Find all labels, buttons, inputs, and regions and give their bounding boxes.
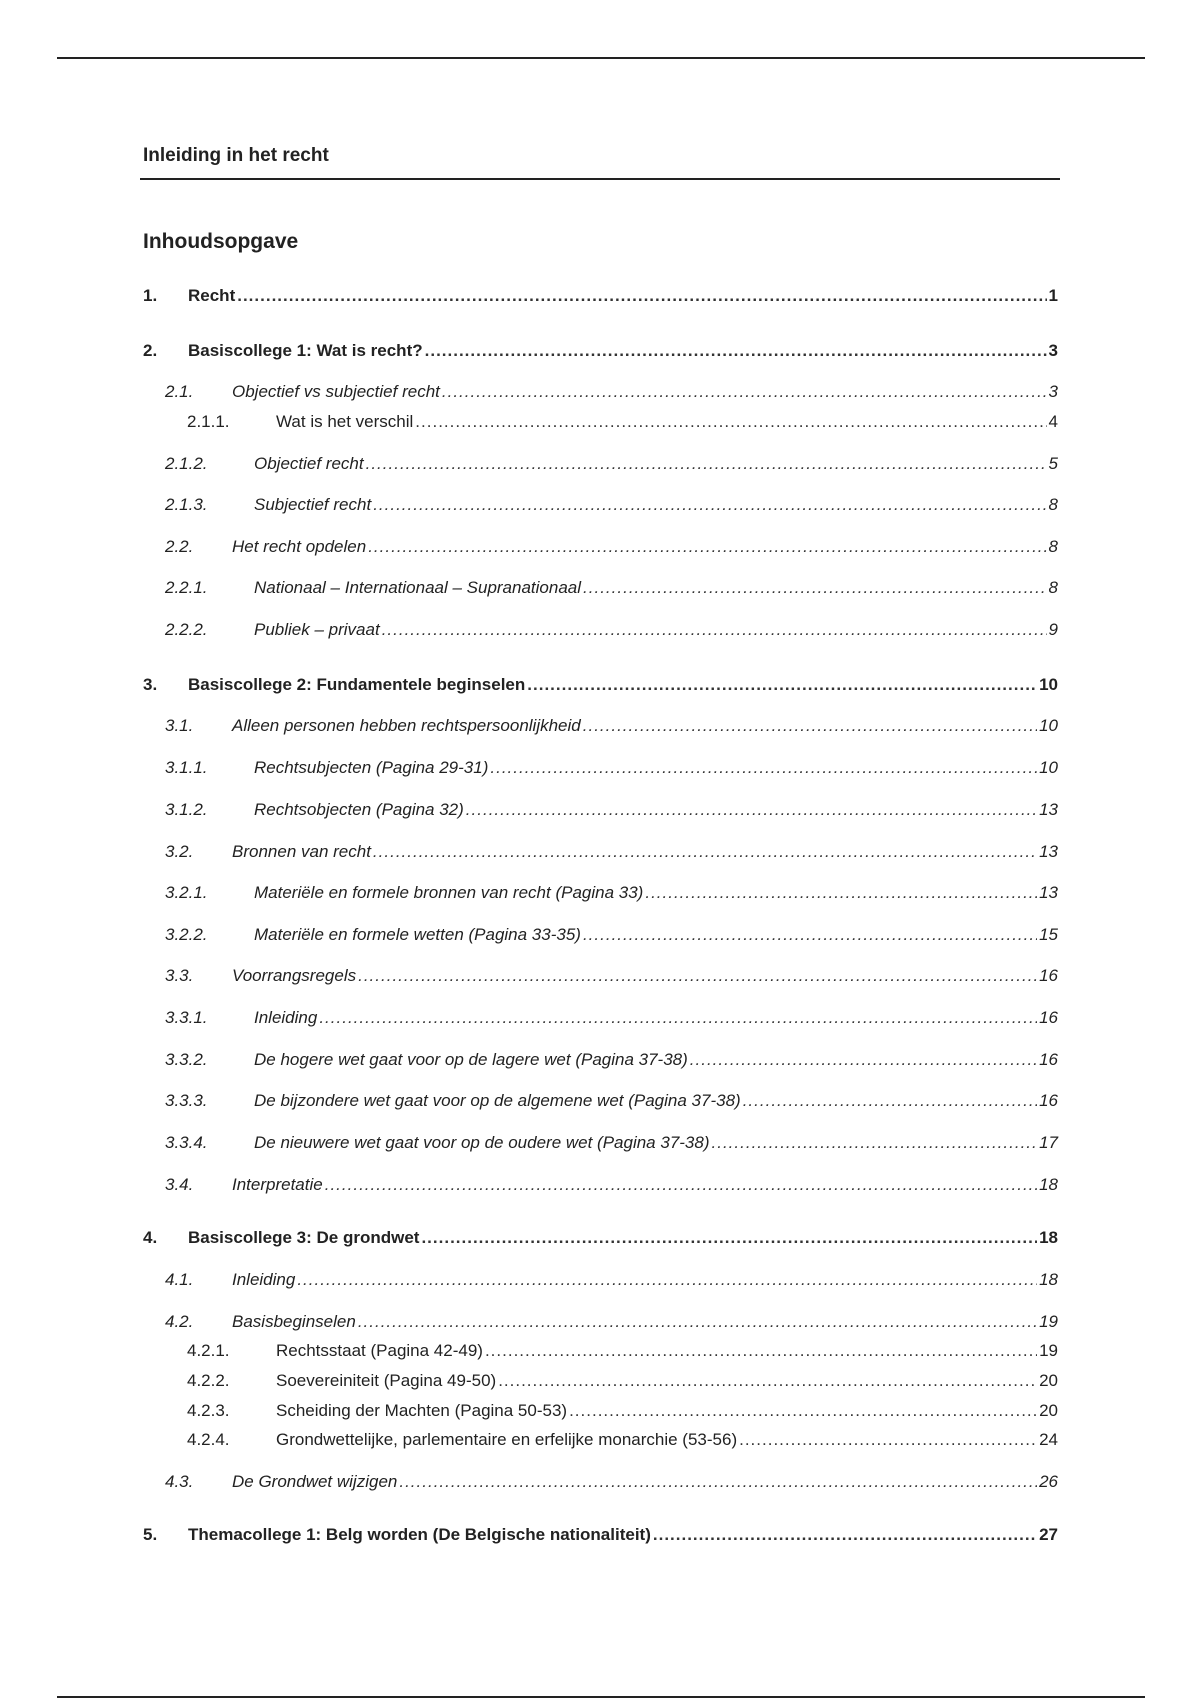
toc-entry-number: 2.2.1. (165, 578, 208, 597)
toc-entry-number: 4.2.4. (187, 1430, 230, 1449)
toc-entry-page: 18 (1039, 1228, 1058, 1247)
toc-entry-title: De Grondwet wijzigen (232, 1472, 398, 1491)
dot-leader (297, 1268, 1037, 1292)
toc-entry-4-2-2[interactable] (187, 1369, 1058, 1393)
dot-leader (743, 1089, 1037, 1113)
toc-entry-number: 4.1. (165, 1270, 194, 1289)
dot-leader (358, 1310, 1037, 1334)
toc-entry-number: 2.1.3. (165, 495, 208, 514)
toc-entry-number: 3.3.3. (165, 1091, 208, 1110)
toc-entry-page: 8 (1048, 495, 1058, 514)
toc-entry-number: 3.4. (165, 1175, 194, 1194)
toc-entry-title: Objectief recht (254, 454, 364, 473)
toc-entry-number: 4.2. (165, 1312, 194, 1331)
toc-entry-4-2-1[interactable] (187, 1339, 1058, 1363)
toc-entry-number: 3.3.1. (165, 1008, 208, 1027)
dot-leader (490, 756, 1037, 780)
toc-heading: Inhoudsopgave (143, 230, 299, 253)
toc-entry-number: 3.3.4. (165, 1133, 208, 1152)
toc-entry-page: 15 (1039, 925, 1058, 944)
toc-entry-title: Publiek – privaat (254, 620, 380, 639)
dot-leader (712, 1131, 1038, 1155)
toc-entry-title: Interpretatie (232, 1175, 323, 1194)
toc-entry-3-1[interactable] (165, 714, 1058, 738)
toc-entry-title: Subjectief recht (254, 495, 372, 514)
toc-entry-page: 16 (1039, 1091, 1058, 1110)
toc-entry-page: 13 (1039, 883, 1058, 902)
toc-entry-2-2-1[interactable] (165, 576, 1058, 600)
toc-entry-title: Alleen personen hebben rechtspersoonlijkheid (232, 716, 581, 735)
toc-entry-3-2-2[interactable] (165, 923, 1058, 947)
toc-entry-page: 3 (1048, 382, 1058, 401)
dot-leader (442, 380, 1047, 404)
toc-entry-number: 3.3.2. (165, 1050, 208, 1069)
toc-entry-3-3[interactable] (165, 964, 1058, 988)
toc-entry-title: De hogere wet gaat voor op de lagere wet (Pagina 37-38) (254, 1050, 688, 1069)
dot-leader (485, 1339, 1037, 1363)
toc-entry-3-3-3[interactable] (165, 1089, 1058, 1113)
toc-entry-page: 19 (1039, 1312, 1058, 1331)
toc-entry-page: 1 (1048, 286, 1058, 305)
toc-entry-page: 19 (1039, 1341, 1058, 1360)
toc-entry-page: 10 (1039, 716, 1058, 735)
dot-leader (325, 1173, 1037, 1197)
toc-entry-page: 17 (1039, 1133, 1058, 1152)
toc-entry-3-3-4[interactable] (165, 1131, 1058, 1155)
toc-entry-title: Objectief vs subjectief recht (232, 382, 440, 401)
toc-entry-title: Scheiding der Machten (Pagina 50-53) (276, 1401, 568, 1420)
toc-entry-4-2[interactable] (165, 1310, 1058, 1334)
toc-entry-3-1-2[interactable] (165, 798, 1058, 822)
dot-leader (368, 535, 1046, 559)
toc-entry-page: 26 (1039, 1472, 1058, 1491)
toc-entry-2-2[interactable] (165, 535, 1058, 559)
toc-entry-number: 4.3. (165, 1472, 194, 1491)
dot-leader (425, 339, 1047, 363)
toc-entry-title: Themacollege 1: Belg worden (De Belgische nationaliteit) (188, 1525, 651, 1544)
toc-entry-title: Wat is het verschil (276, 412, 414, 431)
toc-entry-title: Het recht opdelen (232, 537, 367, 556)
toc-entry-number: 3.2. (165, 842, 194, 861)
dot-leader (690, 1048, 1037, 1072)
toc-entry-page: 13 (1039, 800, 1058, 819)
dot-leader (373, 840, 1037, 864)
dot-leader (399, 1470, 1037, 1494)
dot-leader (583, 576, 1047, 600)
toc-entry-page: 3 (1048, 341, 1058, 360)
toc-entry-title: Rechtsubjecten (Pagina 29-31) (254, 758, 489, 777)
toc-entry-page: 18 (1039, 1270, 1058, 1289)
toc-entry-number: 3.1.2. (165, 800, 208, 819)
dot-leader (237, 284, 1046, 308)
toc-entry-1[interactable] (143, 284, 1058, 308)
toc-entry-number: 3.3. (165, 966, 194, 985)
toc-entry-title: De bijzondere wet gaat voor op de algemene wet (Pagina 37-38) (254, 1091, 741, 1110)
dot-leader (358, 964, 1037, 988)
toc-entry-number: 5. (143, 1525, 158, 1544)
toc-entry-page: 8 (1048, 578, 1058, 597)
toc-entry-number: 2.1.1. (187, 412, 230, 431)
toc-entry-number: 4.2.1. (187, 1341, 230, 1360)
toc-entry-page: 8 (1048, 537, 1058, 556)
toc-entry-page: 16 (1039, 1008, 1058, 1027)
toc-entry-page: 4 (1048, 412, 1058, 431)
toc-entry-4[interactable] (143, 1226, 1058, 1250)
toc-entry-title: Grondwettelijke, parlementaire en erfelijke monarchie (53-56) (276, 1430, 738, 1449)
toc-entry-4-3[interactable] (165, 1470, 1058, 1494)
toc-entry-number: 2.1. (165, 382, 194, 401)
toc-entry-page: 20 (1039, 1401, 1058, 1420)
document-header-title: Inleiding in het recht (143, 145, 329, 166)
toc-entry-title: Basiscollege 1: Wat is recht? (188, 341, 423, 360)
toc-entry-title: Bronnen van recht (232, 842, 371, 861)
toc-entry-number: 2. (143, 341, 158, 360)
dot-leader (583, 714, 1037, 738)
dot-leader (527, 673, 1037, 697)
toc-entry-3-2[interactable] (165, 840, 1058, 864)
toc-entry-title: Basiscollege 2: Fundamentele beginselen (188, 675, 526, 694)
toc-entry-2-1-3[interactable] (165, 493, 1058, 517)
toc-entry-4-2-4[interactable] (187, 1428, 1058, 1452)
dot-leader (319, 1006, 1037, 1030)
dot-leader (382, 618, 1047, 642)
toc-entry-title: Inleiding (254, 1008, 318, 1027)
toc-entry-number: 4.2.2. (187, 1371, 230, 1390)
toc-entry-page: 20 (1039, 1371, 1058, 1390)
dot-leader (583, 923, 1037, 947)
toc-entry-title: Materiële en formele wetten (Pagina 33-35) (254, 925, 581, 944)
toc-entry-title: Voorrangsregels (232, 966, 357, 985)
toc-entry-number: 2.1.2. (165, 454, 208, 473)
toc-entry-page: 16 (1039, 966, 1058, 985)
dot-leader (421, 1226, 1037, 1250)
toc-entry-4-2-3[interactable] (187, 1399, 1058, 1423)
toc-entry-page: 18 (1039, 1175, 1058, 1194)
toc-entry-page: 13 (1039, 842, 1058, 861)
dot-leader (569, 1399, 1037, 1423)
dot-leader (466, 798, 1037, 822)
toc-entry-2-1-1[interactable] (187, 410, 1058, 434)
dot-leader (653, 1523, 1037, 1547)
toc-entry-3-4[interactable] (165, 1173, 1058, 1197)
toc-entry-3[interactable] (143, 673, 1058, 697)
toc-entry-page: 10 (1039, 675, 1058, 694)
toc-entry-title: Inleiding (232, 1270, 296, 1289)
toc-entry-page: 9 (1048, 620, 1058, 639)
toc-entry-4-1[interactable] (165, 1268, 1058, 1292)
toc-entry-number: 2.2. (165, 537, 194, 556)
toc-entry-2-2-2[interactable] (165, 618, 1058, 642)
toc-entry-3-1-1[interactable] (165, 756, 1058, 780)
toc-entry-title: Materiële en formele bronnen van recht (Pagina 33) (254, 883, 644, 902)
toc-entry-number: 4. (143, 1228, 158, 1247)
toc-entry-3-3-2[interactable] (165, 1048, 1058, 1072)
dot-leader (498, 1369, 1037, 1393)
toc-entry-2-1-2[interactable] (165, 452, 1058, 476)
toc-entry-title: Rechtsobjecten (Pagina 32) (254, 800, 464, 819)
toc-entry-title: Recht (188, 286, 236, 305)
toc-entry-title: De nieuwere wet gaat voor op de oudere wet (Pagina 37-38) (254, 1133, 710, 1152)
toc-entry-page: 24 (1039, 1430, 1058, 1449)
dot-leader (415, 410, 1046, 434)
toc-entry-3-2-1[interactable] (165, 881, 1058, 905)
page-bottom-rule (57, 1696, 1145, 1698)
toc-entry-title: Rechtsstaat (Pagina 42-49) (276, 1341, 483, 1360)
toc-entry-2-1[interactable] (165, 380, 1058, 404)
toc-entry-page: 5 (1048, 454, 1058, 473)
toc-entry-number: 3. (143, 675, 158, 694)
toc-entry-number: 2.2.2. (165, 620, 208, 639)
toc-entry-number: 1. (143, 286, 158, 305)
toc-entry-page: 16 (1039, 1050, 1058, 1069)
toc-entry-2[interactable] (143, 339, 1058, 363)
dot-leader (373, 493, 1046, 517)
toc-entry-number: 3.1.1. (165, 758, 208, 777)
toc-entry-number: 3.2.2. (165, 925, 208, 944)
dot-leader (739, 1428, 1037, 1452)
toc-entry-title: Basiscollege 3: De grondwet (188, 1228, 420, 1247)
dot-leader (645, 881, 1037, 905)
toc-entry-number: 3.1. (165, 716, 194, 735)
toc-entry-page: 27 (1039, 1525, 1058, 1544)
toc-entry-title: Basisbeginselen (232, 1312, 356, 1331)
toc-entry-title: Soevereiniteit (Pagina 49-50) (276, 1371, 497, 1390)
toc-entry-5[interactable] (143, 1523, 1058, 1547)
toc-entry-number: 4.2.3. (187, 1401, 230, 1420)
toc-entry-number: 3.2.1. (165, 883, 208, 902)
toc-entry-3-3-1[interactable] (165, 1006, 1058, 1030)
toc-entry-title: Nationaal – Internationaal – Supranationaal (254, 578, 582, 597)
dot-leader (366, 452, 1047, 476)
toc-entry-page: 10 (1039, 758, 1058, 777)
